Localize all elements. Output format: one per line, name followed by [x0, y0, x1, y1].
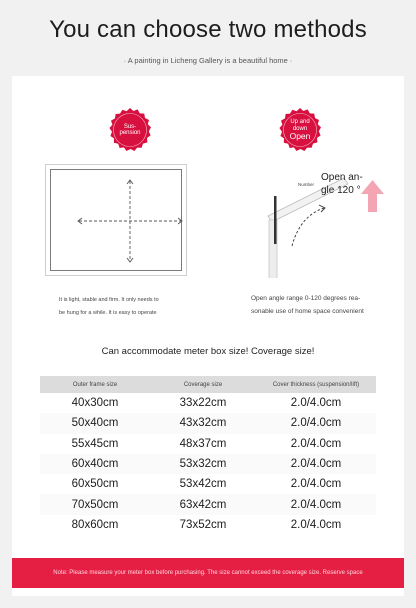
coverage-note: Can accommodate meter box size! Coverage size! [101, 346, 315, 357]
cell-outer-frame: 55x45cm [71, 437, 119, 450]
table-row [40, 454, 376, 474]
suspension-badge [108, 108, 152, 152]
table-row [40, 393, 376, 413]
size-table-header-row [40, 376, 376, 393]
cell-thickness: 2.0/4.0cm [256, 494, 376, 514]
open-angle-line1: Open an- [321, 172, 363, 183]
open-badge-line1: Up and [290, 119, 310, 126]
cell-outer-frame: 70x50cm [40, 494, 150, 514]
open-angle-label [321, 172, 363, 197]
suspension-badge-line1: Sus- [123, 123, 137, 130]
measurement-note-bar [12, 558, 404, 588]
suspension-desc-line2: be hung for a while. It is easy to operate [59, 310, 157, 316]
cell-outer-frame: 40x30cm [71, 397, 119, 410]
content-card [12, 76, 404, 596]
cell-coverage: 53x42cm [179, 478, 227, 491]
cell-thickness: 2.0/4.0cm [290, 437, 342, 450]
header-coverage: Coverage size [150, 376, 256, 393]
open-description [251, 292, 401, 318]
cell-outer-frame: 80x60cm [71, 518, 119, 531]
page-title: You can choose two methods [49, 16, 367, 43]
cell-coverage: 73x52cm [179, 518, 227, 531]
cell-thickness: 2.0/4.0cm [256, 413, 376, 433]
open-desc-line2: sonable use of home space convenient [251, 308, 364, 315]
open-badge-line2: down [292, 125, 308, 132]
header-outer-frame: Outer frame size [40, 376, 150, 393]
suspension-frame-illustration [45, 164, 187, 276]
cell-outer-frame: 60x50cm [71, 478, 119, 491]
cell-thickness: 2.0/4.0cm [290, 478, 342, 491]
header-thickness: Cover thickness (suspension/lift) [256, 376, 376, 393]
cell-thickness: 2.0/4.0cm [290, 518, 342, 531]
table-row [40, 494, 376, 514]
cell-outer-frame: 60x40cm [40, 454, 150, 474]
table-row [40, 474, 376, 494]
cell-thickness: 2.0/4.0cm [290, 397, 342, 410]
cell-coverage: 43x32cm [150, 413, 256, 433]
suspension-description [59, 294, 199, 320]
size-table [40, 376, 376, 535]
four-way-arrows-icon [46, 165, 188, 277]
page-subtitle: · A painting in Licheng Gallery is a beautiful home · [123, 56, 293, 65]
suspension-badge-line2: pension [119, 130, 141, 136]
cell-coverage: 53x32cm [150, 454, 256, 474]
suspension-desc-line1: It is light, stable and firm. It only needs to [59, 297, 159, 303]
cell-outer-frame: 50x40cm [40, 413, 150, 433]
table-row [40, 434, 376, 454]
measurement-note-text: Note: Please measure your meter box before purchasing. The size cannot exceed the coverage size. Reserve space [53, 570, 363, 576]
lift-open-diagram [248, 125, 388, 278]
table-row [40, 413, 376, 433]
table-row [40, 515, 376, 535]
open-angle-line2: gle 120 ° [321, 184, 361, 196]
cell-coverage: 48x37cm [179, 437, 227, 450]
cell-thickness: 2.0/4.0cm [256, 454, 376, 474]
open-badge-line3: Open [289, 130, 311, 141]
open-desc-line1: Open angle range 0-120 degrees rea- [251, 295, 361, 302]
cell-coverage: 63x42cm [150, 494, 256, 514]
number-label: Number [298, 182, 315, 187]
cell-coverage: 33x22cm [179, 397, 227, 410]
up-arrow-icon [361, 180, 384, 212]
